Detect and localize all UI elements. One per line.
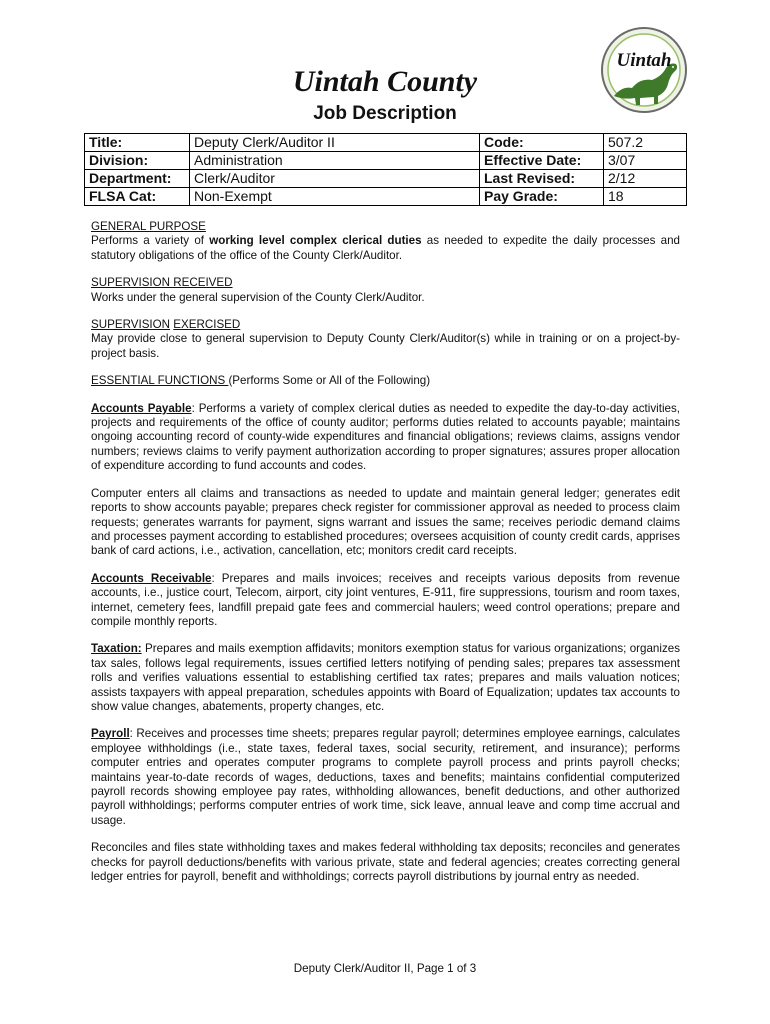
- flsa-value: Non-Exempt: [190, 188, 480, 206]
- section-heading: EXERCISED: [173, 318, 241, 332]
- title-label: Title:: [85, 134, 190, 152]
- table-row: [85, 170, 687, 188]
- paragraph-text: Computer enters all claims and transactions as needed to update and maintain general ledger; generates edit reports to show accounts payable; prepares check register for commissioner approval as needed to process claim requests; generates warrants for payment, signs warrant and issues the same; receives periodic demand claims and processes payment according to established procedures; oversees acquisition of county credit cards, apprises bank of card actions, i.e., activation, cancellation, etc; monitors credit card receipts.: [91, 486, 680, 558]
- taxation-section: [91, 642, 680, 714]
- emphasis-text: working level complex clerical duties: [209, 234, 422, 248]
- document-body: [91, 220, 680, 897]
- section-heading: SUPERVISION: [91, 318, 171, 332]
- paragraph-text: Reconciles and files state withholding taxes and makes federal withholding tax deposits; reconciles and generates checks for payroll deductions/benefits with various private, state and federal agencies; creates correcting general ledger entries for payroll, benefit and withholdings; corrects payroll distributions by journal entry as needed.: [91, 841, 680, 884]
- section-heading: SUPERVISION RECEIVED: [91, 276, 233, 290]
- computer-claims-section: [91, 487, 680, 559]
- document-title: Job Description: [313, 103, 457, 124]
- duty-label: Payroll: [91, 727, 130, 741]
- section-heading: ESSENTIAL FUNCTIONS: [91, 374, 229, 388]
- paragraph-text: Works under the general supervision of the County Clerk/Auditor.: [91, 290, 425, 304]
- paragraph-text: : Performs a variety of complex clerical duties as needed to expedite the day-to-day activities, projects and requirements of the office of county auditor; performs duties related to accounts payable; maintains ongoing accounting record of county-wide expenditures and financial obligations; reviews claims, assigns vendor numbers; reviews claims to verify payment authorization according to proper signatures; assures proper allocation of expenditure according to fund accounts and codes.: [91, 401, 680, 473]
- paragraph-text: May provide close to general supervision to Deputy County Clerk/Auditor(s) while in training or on a project-by-project basis.: [91, 332, 680, 360]
- supervision-received-section: [91, 276, 680, 305]
- general-purpose-section: [91, 220, 680, 263]
- paragraph-text: as needed to expedite the daily processes and statutory obligations of the office of the County Clerk/Auditor.: [91, 234, 680, 262]
- accounts-receivable-section: [91, 572, 680, 630]
- county-title: Uintah County: [292, 65, 478, 98]
- code-value: 507.2: [604, 134, 687, 152]
- duty-label: Accounts Payable: [91, 401, 192, 415]
- table-row: [85, 134, 687, 152]
- department-value: Clerk/Auditor: [190, 170, 480, 188]
- duty-label: Accounts Receivable: [91, 571, 212, 585]
- division-label: Division:: [85, 152, 190, 170]
- pay-grade-value: 18: [604, 188, 687, 206]
- section-heading: GENERAL PURPOSE: [91, 220, 206, 233]
- pay-grade-label: Pay Grade:: [480, 188, 604, 206]
- accounts-payable-section: [91, 402, 680, 474]
- paragraph-text: : Receives and processes time sheets; prepares regular payroll; determines employee earnings, calculates employee withholdings (i.e., state taxes, federal taxes, social security, retirement, and insurance); performs computer entries and operates computer programs to complete payroll process and prints payroll checks; maintains year-to-date records of wages, deductions, taxes and benefits; maintains confidential computerized payroll records showing employee pay rates, withholding allowances, benefit deductions, and other authorized payroll withholdings; performs computer entries of work time, sick leave, annual leave and comp time accrual and usage.: [91, 727, 680, 827]
- last-revised-label: Last Revised:: [480, 170, 604, 188]
- table-row: [85, 188, 687, 206]
- department-label: Department:: [85, 170, 190, 188]
- job-info-table: [84, 133, 687, 206]
- last-revised-value: 2/12: [604, 170, 687, 188]
- section-qualifier: (Performs Some or All of the Following): [228, 374, 431, 388]
- duty-label: Taxation:: [91, 642, 142, 656]
- division-value: Administration: [190, 152, 480, 170]
- supervision-exercised-section: [91, 318, 680, 361]
- title-value: Deputy Clerk/Auditor II: [190, 134, 480, 152]
- paragraph-text: Prepares and mails exemption affidavits; monitors exemption status for various organizations; organizes tax sales, follows legal requirements, issues certified letters notifying of pending sales; prepares tax assessment rolls and verifies valuations essential to establishing certified tax rates; prepares and mails valuation notices; assists taxpayers with appeal preparation, schedules appoints with Board of Equalization; updates tax accounts to show value changes, abatements, property changes, etc.: [91, 642, 680, 713]
- page-footer: Deputy Clerk/Auditor II, Page 1 of 3: [293, 962, 477, 975]
- reconciles-section: [91, 841, 680, 884]
- flsa-label: FLSA Cat:: [85, 188, 190, 206]
- svg-text:Uintah: Uintah: [616, 50, 672, 71]
- effective-date-label: Effective Date:: [480, 152, 604, 170]
- effective-date-value: 3/07: [604, 152, 687, 170]
- table-row: [85, 152, 687, 170]
- code-label: Code:: [480, 134, 604, 152]
- essential-functions-heading: [91, 374, 680, 388]
- paragraph-text: Performs a variety of: [91, 234, 210, 248]
- payroll-section: [91, 727, 680, 828]
- paragraph-text: : Prepares and mails invoices; receives and receipts various deposits from revenue accounts, i.e., justice court, Telecom, airport, city joint ventures, E-911, fire suppressions, tourism and room taxes, internet, cemetery fees, landfill prepaid gate fees and commercial haulers; weed control operations; prepare and compile monthly reports.: [91, 571, 680, 628]
